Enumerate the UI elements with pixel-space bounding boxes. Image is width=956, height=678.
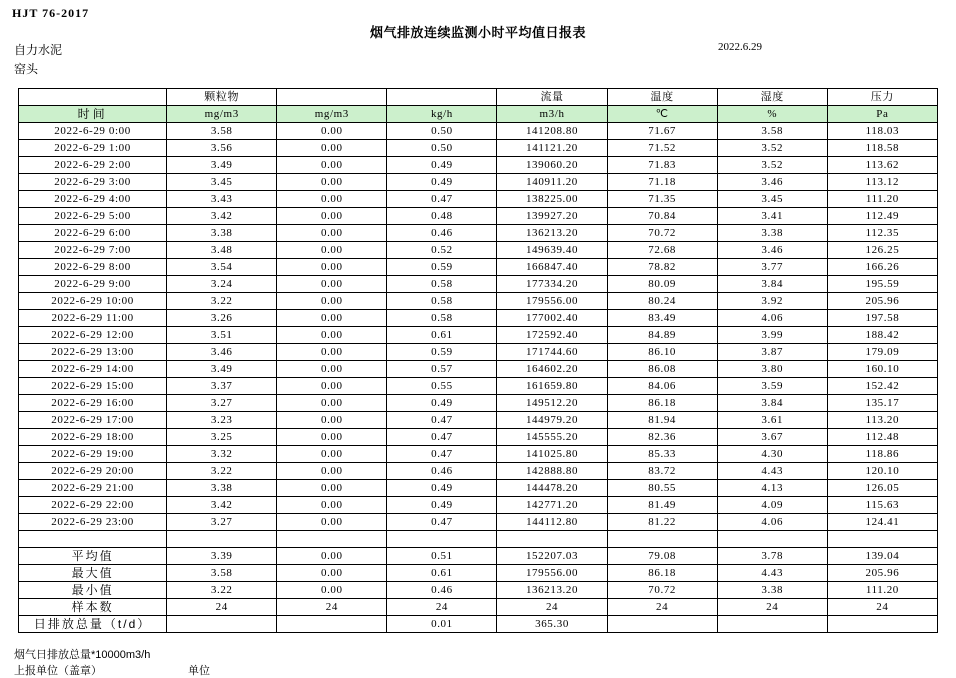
table-row (19, 140, 938, 157)
table-cell: 126.05 (827, 480, 937, 497)
unit-cell: m3/h (497, 106, 607, 123)
table-cell: 3.27 (167, 395, 277, 412)
table-cell: 3.49 (167, 361, 277, 378)
table-cell: 0.49 (387, 497, 497, 514)
summary-cell: 24 (827, 599, 937, 616)
table-cell: 3.59 (717, 378, 827, 395)
table-cell: 2022-6-29 18:00 (19, 429, 167, 446)
summary-cell: 79.08 (607, 548, 717, 565)
table-cell: 0.47 (387, 446, 497, 463)
table-cell: 3.26 (167, 310, 277, 327)
table-cell: 71.67 (607, 123, 717, 140)
summary-cell: 205.96 (827, 565, 937, 582)
table-cell: 3.22 (167, 293, 277, 310)
table-cell: 161659.80 (497, 378, 607, 395)
table-cell: 82.36 (607, 429, 717, 446)
table-cell: 0.47 (387, 514, 497, 531)
table-cell: 0.49 (387, 174, 497, 191)
table-cell: 0.00 (277, 361, 387, 378)
table-cell: 2022-6-29 22:00 (19, 497, 167, 514)
table-cell: 141208.80 (497, 123, 607, 140)
table-cell: 2022-6-29 8:00 (19, 259, 167, 276)
table-cell: 4.06 (717, 514, 827, 531)
table-cell: 70.72 (607, 225, 717, 242)
table-cell: 2022-6-29 1:00 (19, 140, 167, 157)
unit-cell: % (717, 106, 827, 123)
table-cell: 0.49 (387, 157, 497, 174)
table-cell: 166.26 (827, 259, 937, 276)
table-cell: 3.56 (167, 140, 277, 157)
table-cell: 3.24 (167, 276, 277, 293)
table-cell: 3.46 (717, 242, 827, 259)
table-cell: 81.49 (607, 497, 717, 514)
table-cell: 0.61 (387, 327, 497, 344)
table-summary-row (19, 582, 938, 599)
table-cell: 72.68 (607, 242, 717, 259)
table-cell: 188.42 (827, 327, 937, 344)
table-cell: 2022-6-29 20:00 (19, 463, 167, 480)
table-cell: 0.47 (387, 191, 497, 208)
summary-cell: 最大值 (19, 565, 167, 582)
summary-cell (277, 616, 387, 633)
spacer-cell (277, 531, 387, 548)
table-cell: 0.00 (277, 225, 387, 242)
table-cell: 0.00 (277, 276, 387, 293)
monitoring-data-table (18, 88, 938, 633)
table-row (19, 310, 938, 327)
spacer-cell (607, 531, 717, 548)
table-cell: 118.86 (827, 446, 937, 463)
table-cell: 85.33 (607, 446, 717, 463)
table-cell: 3.27 (167, 514, 277, 531)
table-cell: 0.00 (277, 463, 387, 480)
table-cell: 149512.20 (497, 395, 607, 412)
summary-cell: 0.00 (277, 582, 387, 599)
summary-cell: 111.20 (827, 582, 937, 599)
table-cell: 4.09 (717, 497, 827, 514)
table-cell: 83.49 (607, 310, 717, 327)
table-cell: 113.62 (827, 157, 937, 174)
table-cell: 145555.20 (497, 429, 607, 446)
table-cell: 3.46 (167, 344, 277, 361)
report-date: 2022.6.29 (718, 41, 762, 53)
table-summary-row (19, 565, 938, 582)
table-cell: 112.48 (827, 429, 937, 446)
table-cell: 80.24 (607, 293, 717, 310)
table-cell: 4.06 (717, 310, 827, 327)
summary-cell: 70.72 (607, 582, 717, 599)
table-cell: 3.52 (717, 157, 827, 174)
table-cell: 78.82 (607, 259, 717, 276)
table-cell: 118.58 (827, 140, 937, 157)
table-cell: 3.38 (167, 225, 277, 242)
table-cell: 0.00 (277, 378, 387, 395)
table-cell: 112.35 (827, 225, 937, 242)
table-cell: 0.47 (387, 412, 497, 429)
table-cell: 3.43 (167, 191, 277, 208)
table-summary-row (19, 599, 938, 616)
table-cell: 0.46 (387, 225, 497, 242)
table-cell: 0.00 (277, 429, 387, 446)
summary-cell: 0.51 (387, 548, 497, 565)
table-cell: 177334.20 (497, 276, 607, 293)
table-cell: 0.59 (387, 344, 497, 361)
table-row (19, 395, 938, 412)
table-cell: 3.23 (167, 412, 277, 429)
table-cell: 2022-6-29 11:00 (19, 310, 167, 327)
table-cell: 0.46 (387, 463, 497, 480)
summary-cell: 3.38 (717, 582, 827, 599)
table-cell: 3.38 (167, 480, 277, 497)
table-cell: 179556.00 (497, 293, 607, 310)
table-cell: 2022-6-29 13:00 (19, 344, 167, 361)
table-row (19, 344, 938, 361)
table-cell: 0.00 (277, 259, 387, 276)
table-cell: 71.18 (607, 174, 717, 191)
footer-note: 烟气日排放总量*10000m3/h (14, 649, 151, 661)
summary-cell: 136213.20 (497, 582, 607, 599)
table-cell: 138225.00 (497, 191, 607, 208)
table-row (19, 463, 938, 480)
table-row (19, 157, 938, 174)
summary-cell: 0.00 (277, 548, 387, 565)
table-cell: 3.38 (717, 225, 827, 242)
table-row (19, 429, 938, 446)
table-cell: 0.00 (277, 293, 387, 310)
table-cell: 0.58 (387, 276, 497, 293)
table-cell: 3.42 (167, 208, 277, 225)
group-header-cell (387, 89, 497, 106)
device-name: 窑头 (14, 62, 39, 76)
table-cell: 2022-6-29 14:00 (19, 361, 167, 378)
table-cell: 0.50 (387, 140, 497, 157)
table-row (19, 174, 938, 191)
table-cell: 0.00 (277, 191, 387, 208)
summary-cell (607, 616, 717, 633)
unit-cell: 时间 (19, 106, 167, 123)
table-cell: 0.00 (277, 514, 387, 531)
spacer-cell (387, 531, 497, 548)
table-cell: 0.52 (387, 242, 497, 259)
table-cell: 80.09 (607, 276, 717, 293)
summary-cell: 0.61 (387, 565, 497, 582)
table-cell: 3.32 (167, 446, 277, 463)
table-row (19, 208, 938, 225)
table-row (19, 191, 938, 208)
table-cell: 71.52 (607, 140, 717, 157)
group-header-cell: 温度 (607, 89, 717, 106)
table-row (19, 293, 938, 310)
table-cell: 172592.40 (497, 327, 607, 344)
summary-cell (827, 616, 937, 633)
summary-cell: 0.01 (387, 616, 497, 633)
standard-code: HJT 76-2017 (12, 6, 90, 20)
table-row (19, 259, 938, 276)
table-cell: 2022-6-29 4:00 (19, 191, 167, 208)
summary-cell: 3.39 (167, 548, 277, 565)
table-cell: 144112.80 (497, 514, 607, 531)
table-cell: 144478.20 (497, 480, 607, 497)
unit-cell: mg/m3 (167, 106, 277, 123)
summary-cell: 3.22 (167, 582, 277, 599)
summary-cell: 24 (497, 599, 607, 616)
table-cell: 141121.20 (497, 140, 607, 157)
table-cell: 0.48 (387, 208, 497, 225)
summary-cell: 24 (607, 599, 717, 616)
summary-cell: 139.04 (827, 548, 937, 565)
table-cell: 179.09 (827, 344, 937, 361)
table-cell: 3.52 (717, 140, 827, 157)
table-cell: 124.41 (827, 514, 937, 531)
table-cell: 112.49 (827, 208, 937, 225)
table-spacer-row (19, 531, 938, 548)
table-cell: 3.46 (717, 174, 827, 191)
table-cell: 3.22 (167, 463, 277, 480)
table-cell: 3.48 (167, 242, 277, 259)
table-summary-row (19, 548, 938, 565)
table-cell: 3.67 (717, 429, 827, 446)
table-cell: 111.20 (827, 191, 937, 208)
table-cell: 84.89 (607, 327, 717, 344)
table-cell: 70.84 (607, 208, 717, 225)
table-cell: 86.18 (607, 395, 717, 412)
page-title: 烟气排放连续监测小时平均值日报表 (369, 25, 586, 40)
table-cell: 2022-6-29 19:00 (19, 446, 167, 463)
table-row (19, 242, 938, 259)
table-cell: 0.00 (277, 327, 387, 344)
table-cell: 2022-6-29 6:00 (19, 225, 167, 242)
table-cell: 0.00 (277, 412, 387, 429)
table-cell: 3.99 (717, 327, 827, 344)
table-cell: 0.00 (277, 395, 387, 412)
table-cell: 0.47 (387, 429, 497, 446)
spacer-cell (497, 531, 607, 548)
table-cell: 0.00 (277, 310, 387, 327)
table-cell: 142888.80 (497, 463, 607, 480)
table-cell: 2022-6-29 21:00 (19, 480, 167, 497)
group-header-cell: 压力 (827, 89, 937, 106)
summary-cell: 86.18 (607, 565, 717, 582)
summary-cell: 365.30 (497, 616, 607, 633)
summary-cell: 日排放总量（t/d） (19, 616, 167, 633)
table-cell: 171744.60 (497, 344, 607, 361)
table-cell: 84.06 (607, 378, 717, 395)
table-cell: 2022-6-29 3:00 (19, 174, 167, 191)
spacer-cell (167, 531, 277, 548)
summary-cell: 24 (717, 599, 827, 616)
summary-cell: 最小值 (19, 582, 167, 599)
table-cell: 3.51 (167, 327, 277, 344)
table-cell: 2022-6-29 9:00 (19, 276, 167, 293)
summary-cell: 24 (387, 599, 497, 616)
table-cell: 0.00 (277, 480, 387, 497)
table-cell: 3.77 (717, 259, 827, 276)
table-cell: 164602.20 (497, 361, 607, 378)
table-cell: 0.55 (387, 378, 497, 395)
table-cell: 0.58 (387, 310, 497, 327)
table-row (19, 123, 938, 140)
table-cell: 141025.80 (497, 446, 607, 463)
table-cell: 142771.20 (497, 497, 607, 514)
summary-cell (167, 616, 277, 633)
group-header-cell: 颗粒物 (167, 89, 277, 106)
footer-unit-label: 单位 (188, 665, 210, 677)
table-cell: 3.37 (167, 378, 277, 395)
summary-cell: 3.78 (717, 548, 827, 565)
table-cell: 0.57 (387, 361, 497, 378)
table-cell: 86.08 (607, 361, 717, 378)
table-row (19, 276, 938, 293)
table-cell: 3.41 (717, 208, 827, 225)
summary-cell: 样本数 (19, 599, 167, 616)
table-cell: 144979.20 (497, 412, 607, 429)
table-cell: 160.10 (827, 361, 937, 378)
summary-cell: 平均值 (19, 548, 167, 565)
table-cell: 2022-6-29 23:00 (19, 514, 167, 531)
table-cell: 4.30 (717, 446, 827, 463)
table-cell: 120.10 (827, 463, 937, 480)
table-cell: 3.45 (717, 191, 827, 208)
footer-reporter: 上报单位（盖章） (14, 665, 102, 677)
table-row (19, 446, 938, 463)
group-header-cell: 流量 (497, 89, 607, 106)
summary-cell: 4.43 (717, 565, 827, 582)
table-cell: 152.42 (827, 378, 937, 395)
table-cell: 2022-6-29 10:00 (19, 293, 167, 310)
table-cell: 0.00 (277, 344, 387, 361)
table-cell: 4.43 (717, 463, 827, 480)
table-cell: 3.49 (167, 157, 277, 174)
table-cell: 83.72 (607, 463, 717, 480)
unit-cell: ℃ (607, 106, 717, 123)
company-name: 自力水泥 (14, 43, 63, 57)
table-cell: 197.58 (827, 310, 937, 327)
table-cell: 3.80 (717, 361, 827, 378)
table-cell: 3.58 (167, 123, 277, 140)
table-cell: 139927.20 (497, 208, 607, 225)
table-cell: 3.61 (717, 412, 827, 429)
table-cell: 166847.40 (497, 259, 607, 276)
table-row (19, 225, 938, 242)
table-group-header-row (19, 89, 938, 106)
table-cell: 126.25 (827, 242, 937, 259)
table-cell: 195.59 (827, 276, 937, 293)
table-cell: 81.22 (607, 514, 717, 531)
table-cell: 3.84 (717, 395, 827, 412)
table-cell: 0.49 (387, 480, 497, 497)
unit-cell: kg/h (387, 106, 497, 123)
table-cell: 0.00 (277, 140, 387, 157)
unit-cell: Pa (827, 106, 937, 123)
table-cell: 2022-6-29 12:00 (19, 327, 167, 344)
spacer-cell (717, 531, 827, 548)
table-cell: 2022-6-29 2:00 (19, 157, 167, 174)
spacer-cell (19, 531, 167, 548)
table-cell: 0.58 (387, 293, 497, 310)
table-row (19, 378, 938, 395)
table-summary-row (19, 616, 938, 633)
table-cell: 80.55 (607, 480, 717, 497)
group-header-cell (277, 89, 387, 106)
summary-cell: 24 (277, 599, 387, 616)
table-cell: 118.03 (827, 123, 937, 140)
table-cell: 0.00 (277, 446, 387, 463)
spacer-cell (827, 531, 937, 548)
table-cell: 135.17 (827, 395, 937, 412)
summary-cell: 24 (167, 599, 277, 616)
table-cell: 71.35 (607, 191, 717, 208)
table-cell: 3.54 (167, 259, 277, 276)
table-row (19, 327, 938, 344)
table-cell: 2022-6-29 17:00 (19, 412, 167, 429)
table-cell: 113.20 (827, 412, 937, 429)
table-cell: 0.50 (387, 123, 497, 140)
table-cell: 3.87 (717, 344, 827, 361)
table-cell: 86.10 (607, 344, 717, 361)
table-cell: 113.12 (827, 174, 937, 191)
table-unit-row (19, 106, 938, 123)
table-cell: 0.00 (277, 123, 387, 140)
table-row (19, 412, 938, 429)
table-cell: 4.13 (717, 480, 827, 497)
table-cell: 115.63 (827, 497, 937, 514)
table-cell: 3.92 (717, 293, 827, 310)
table-row (19, 497, 938, 514)
group-header-cell: 湿度 (717, 89, 827, 106)
table-cell: 0.00 (277, 157, 387, 174)
table-cell: 0.00 (277, 208, 387, 225)
table-cell: 0.59 (387, 259, 497, 276)
table-cell: 2022-6-29 15:00 (19, 378, 167, 395)
table-cell: 0.00 (277, 497, 387, 514)
table-cell: 2022-6-29 7:00 (19, 242, 167, 259)
table-cell: 71.83 (607, 157, 717, 174)
table-cell: 3.25 (167, 429, 277, 446)
unit-cell: mg/m3 (277, 106, 387, 123)
table-row (19, 514, 938, 531)
table-cell: 3.58 (717, 123, 827, 140)
table-cell: 0.00 (277, 242, 387, 259)
table-cell: 205.96 (827, 293, 937, 310)
table-cell: 140911.20 (497, 174, 607, 191)
table-cell: 2022-6-29 5:00 (19, 208, 167, 225)
summary-cell: 0.00 (277, 565, 387, 582)
summary-cell (717, 616, 827, 633)
summary-cell: 179556.00 (497, 565, 607, 582)
table-cell: 3.84 (717, 276, 827, 293)
table-cell: 136213.20 (497, 225, 607, 242)
summary-cell: 152207.03 (497, 548, 607, 565)
summary-cell: 3.58 (167, 565, 277, 582)
table-cell: 177002.40 (497, 310, 607, 327)
table-cell: 3.45 (167, 174, 277, 191)
table-cell: 2022-6-29 16:00 (19, 395, 167, 412)
table-cell: 2022-6-29 0:00 (19, 123, 167, 140)
table-cell: 0.00 (277, 174, 387, 191)
table-cell: 0.49 (387, 395, 497, 412)
table-cell: 81.94 (607, 412, 717, 429)
summary-cell: 0.46 (387, 582, 497, 599)
table-cell: 3.42 (167, 497, 277, 514)
group-header-cell (19, 89, 167, 106)
table-cell: 139060.20 (497, 157, 607, 174)
table-row (19, 361, 938, 378)
table-row (19, 480, 938, 497)
table-cell: 149639.40 (497, 242, 607, 259)
